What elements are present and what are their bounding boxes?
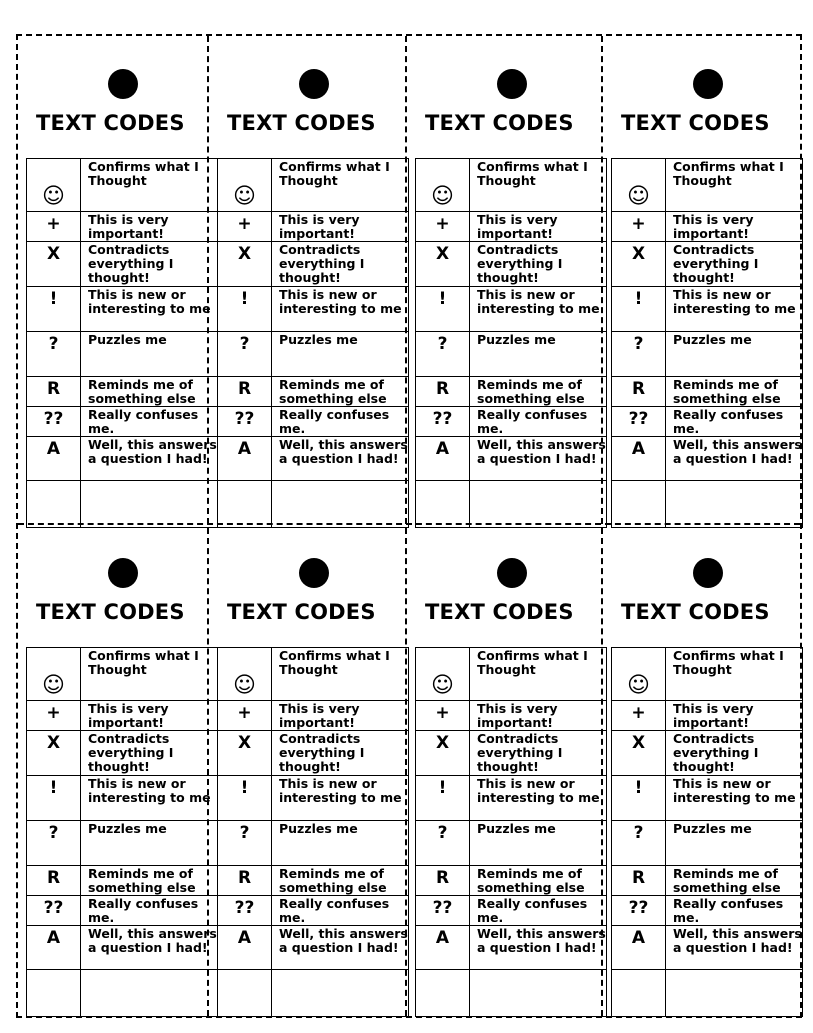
code-meaning: Really confuses me. bbox=[470, 407, 607, 437]
code-meaning: Puzzles me bbox=[81, 821, 218, 866]
blank-cell bbox=[666, 481, 803, 528]
code-symbol: ? bbox=[27, 821, 81, 866]
code-row bbox=[416, 212, 607, 242]
code-symbol: X bbox=[218, 242, 272, 287]
code-row bbox=[416, 242, 607, 287]
code-symbol: ! bbox=[27, 287, 81, 332]
code-symbol: ? bbox=[218, 821, 272, 866]
code-row bbox=[612, 926, 803, 970]
code-symbol: R bbox=[612, 377, 666, 407]
code-meaning: Contradicts everything I thought! bbox=[272, 242, 409, 287]
code-meaning: Contradicts everything I thought! bbox=[81, 731, 218, 776]
code-meaning: Puzzles me bbox=[666, 821, 803, 866]
code-meaning: This is new or interesting to me bbox=[272, 287, 409, 332]
code-row bbox=[27, 821, 218, 866]
blank-cell bbox=[416, 481, 470, 528]
code-symbol: + bbox=[612, 212, 666, 242]
code-symbol: R bbox=[416, 866, 470, 896]
code-symbol: ? bbox=[27, 332, 81, 377]
code-meaning: Confirms what I Thought bbox=[272, 648, 409, 701]
code-row bbox=[218, 159, 409, 212]
code-row bbox=[416, 701, 607, 731]
code-symbol: + bbox=[612, 701, 666, 731]
blank-cell bbox=[218, 481, 272, 528]
blank-cell bbox=[27, 481, 81, 528]
code-row bbox=[612, 287, 803, 332]
code-symbol: ! bbox=[416, 776, 470, 821]
smiley-icon: ☺ bbox=[218, 648, 272, 701]
code-symbol: + bbox=[416, 701, 470, 731]
code-meaning: Reminds me of something else bbox=[272, 377, 409, 407]
code-meaning: Contradicts everything I thought! bbox=[666, 731, 803, 776]
code-meaning: This is very important! bbox=[470, 701, 607, 731]
blank-row bbox=[612, 481, 803, 528]
code-symbol: ?? bbox=[416, 407, 470, 437]
code-meaning: Contradicts everything I thought! bbox=[470, 731, 607, 776]
code-meaning: Really confuses me. bbox=[666, 407, 803, 437]
code-row bbox=[27, 332, 218, 377]
codes-table bbox=[217, 647, 409, 1017]
code-row bbox=[27, 648, 218, 701]
blank-row bbox=[612, 970, 803, 1017]
card-title: TEXT CODES bbox=[36, 600, 185, 624]
code-row bbox=[218, 407, 409, 437]
code-row bbox=[218, 896, 409, 926]
code-row bbox=[27, 896, 218, 926]
code-symbol: ! bbox=[416, 287, 470, 332]
code-row bbox=[416, 776, 607, 821]
smiley-icon: ☺ bbox=[218, 159, 272, 212]
card-title: TEXT CODES bbox=[227, 600, 376, 624]
code-symbol: A bbox=[416, 926, 470, 970]
code-symbol: X bbox=[27, 242, 81, 287]
punch-hole-icon bbox=[108, 69, 138, 99]
code-meaning: Reminds me of something else bbox=[470, 377, 607, 407]
code-row bbox=[416, 896, 607, 926]
punch-hole-icon bbox=[299, 69, 329, 99]
code-symbol: ! bbox=[218, 287, 272, 332]
text-codes-bookmark bbox=[217, 525, 409, 1013]
code-row bbox=[218, 776, 409, 821]
code-symbol: A bbox=[612, 926, 666, 970]
code-meaning: Contradicts everything I thought! bbox=[666, 242, 803, 287]
blank-cell bbox=[81, 970, 218, 1017]
codes-table bbox=[26, 158, 218, 528]
punch-hole-icon bbox=[693, 69, 723, 99]
code-row bbox=[218, 821, 409, 866]
code-symbol: X bbox=[612, 242, 666, 287]
code-row bbox=[416, 821, 607, 866]
blank-cell bbox=[470, 481, 607, 528]
punch-hole-icon bbox=[693, 558, 723, 588]
code-symbol: ! bbox=[612, 776, 666, 821]
card-title: TEXT CODES bbox=[36, 111, 185, 135]
codes-table bbox=[415, 158, 607, 528]
smiley-icon: ☺ bbox=[612, 648, 666, 701]
code-row bbox=[27, 159, 218, 212]
code-meaning: Really confuses me. bbox=[81, 896, 218, 926]
code-row bbox=[416, 377, 607, 407]
blank-row bbox=[218, 481, 409, 528]
code-row bbox=[218, 926, 409, 970]
code-row bbox=[27, 437, 218, 481]
code-symbol: A bbox=[27, 926, 81, 970]
code-row bbox=[218, 242, 409, 287]
code-row bbox=[612, 701, 803, 731]
code-meaning: Confirms what I Thought bbox=[470, 648, 607, 701]
blank-cell bbox=[416, 970, 470, 1017]
code-meaning: Really confuses me. bbox=[666, 896, 803, 926]
code-symbol: ?? bbox=[612, 407, 666, 437]
code-meaning: Confirms what I Thought bbox=[272, 159, 409, 212]
code-meaning: Reminds me of something else bbox=[666, 377, 803, 407]
code-meaning: Contradicts everything I thought! bbox=[272, 731, 409, 776]
code-row bbox=[27, 701, 218, 731]
code-row bbox=[416, 926, 607, 970]
code-meaning: Reminds me of something else bbox=[272, 866, 409, 896]
smiley-icon: ☺ bbox=[416, 648, 470, 701]
code-row bbox=[612, 731, 803, 776]
smiley-icon: ☺ bbox=[612, 159, 666, 212]
code-symbol: R bbox=[218, 377, 272, 407]
blank-cell bbox=[27, 970, 81, 1017]
code-meaning: This is very important! bbox=[81, 701, 218, 731]
code-symbol: ?? bbox=[218, 407, 272, 437]
smiley-icon: ☺ bbox=[416, 159, 470, 212]
bookmark-sheet bbox=[16, 34, 802, 1018]
code-meaning: Well, this answers a question I had! bbox=[81, 437, 218, 481]
code-meaning: This is very important! bbox=[666, 212, 803, 242]
code-row bbox=[416, 866, 607, 896]
code-row bbox=[416, 648, 607, 701]
code-row bbox=[416, 407, 607, 437]
code-symbol: + bbox=[218, 212, 272, 242]
code-meaning: This is new or interesting to me bbox=[470, 776, 607, 821]
code-row bbox=[612, 377, 803, 407]
code-meaning: Reminds me of something else bbox=[81, 866, 218, 896]
code-row bbox=[416, 437, 607, 481]
punch-hole-icon bbox=[108, 558, 138, 588]
blank-row bbox=[416, 970, 607, 1017]
code-meaning: Really confuses me. bbox=[81, 407, 218, 437]
code-symbol: + bbox=[27, 212, 81, 242]
code-meaning: Well, this answers a question I had! bbox=[470, 926, 607, 970]
code-symbol: ? bbox=[612, 332, 666, 377]
code-symbol: A bbox=[218, 437, 272, 481]
code-meaning: This is new or interesting to me bbox=[666, 776, 803, 821]
code-meaning: Puzzles me bbox=[470, 821, 607, 866]
blank-cell bbox=[272, 481, 409, 528]
codes-table bbox=[26, 647, 218, 1017]
text-codes-bookmark bbox=[415, 525, 607, 1013]
code-symbol: R bbox=[218, 866, 272, 896]
code-symbol: A bbox=[416, 437, 470, 481]
card-title: TEXT CODES bbox=[425, 111, 574, 135]
code-meaning: Puzzles me bbox=[470, 332, 607, 377]
code-meaning: This is new or interesting to me bbox=[272, 776, 409, 821]
code-row bbox=[612, 648, 803, 701]
code-row bbox=[27, 212, 218, 242]
code-row bbox=[218, 731, 409, 776]
code-meaning: Contradicts everything I thought! bbox=[470, 242, 607, 287]
smiley-icon: ☺ bbox=[27, 159, 81, 212]
code-symbol: ? bbox=[218, 332, 272, 377]
code-row bbox=[27, 731, 218, 776]
code-meaning: This is very important! bbox=[666, 701, 803, 731]
code-row bbox=[27, 866, 218, 896]
text-codes-bookmark bbox=[611, 36, 803, 524]
code-symbol: R bbox=[416, 377, 470, 407]
code-row bbox=[27, 242, 218, 287]
text-codes-bookmark bbox=[26, 36, 218, 524]
codes-table bbox=[611, 647, 803, 1017]
code-meaning: Well, this answers a question I had! bbox=[272, 926, 409, 970]
code-row bbox=[612, 212, 803, 242]
codes-table bbox=[217, 158, 409, 528]
code-symbol: ?? bbox=[416, 896, 470, 926]
text-codes-bookmark bbox=[415, 36, 607, 524]
codes-table bbox=[611, 158, 803, 528]
code-meaning: Well, this answers a question I had! bbox=[81, 926, 218, 970]
punch-hole-icon bbox=[299, 558, 329, 588]
code-meaning: Well, this answers a question I had! bbox=[470, 437, 607, 481]
code-row bbox=[27, 287, 218, 332]
blank-row bbox=[27, 970, 218, 1017]
code-symbol: X bbox=[218, 731, 272, 776]
code-symbol: R bbox=[27, 866, 81, 896]
code-row bbox=[218, 332, 409, 377]
code-meaning: This is very important! bbox=[81, 212, 218, 242]
code-meaning: This is very important! bbox=[272, 212, 409, 242]
code-meaning: This is new or interesting to me bbox=[470, 287, 607, 332]
code-row bbox=[27, 776, 218, 821]
code-symbol: ?? bbox=[27, 407, 81, 437]
code-symbol: + bbox=[218, 701, 272, 731]
code-symbol: X bbox=[416, 731, 470, 776]
blank-row bbox=[27, 481, 218, 528]
code-meaning: Reminds me of something else bbox=[81, 377, 218, 407]
blank-row bbox=[416, 481, 607, 528]
code-row bbox=[612, 896, 803, 926]
code-row bbox=[218, 437, 409, 481]
code-meaning: Really confuses me. bbox=[272, 896, 409, 926]
code-row bbox=[416, 731, 607, 776]
code-meaning: Puzzles me bbox=[666, 332, 803, 377]
blank-cell bbox=[612, 970, 666, 1017]
code-meaning: This is new or interesting to me bbox=[81, 776, 218, 821]
code-symbol: ! bbox=[27, 776, 81, 821]
punch-hole-icon bbox=[497, 69, 527, 99]
code-row bbox=[27, 926, 218, 970]
code-row bbox=[612, 437, 803, 481]
code-meaning: Really confuses me. bbox=[272, 407, 409, 437]
code-meaning: This is very important! bbox=[470, 212, 607, 242]
card-title: TEXT CODES bbox=[621, 111, 770, 135]
code-symbol: R bbox=[27, 377, 81, 407]
code-symbol: X bbox=[612, 731, 666, 776]
code-meaning: This is new or interesting to me bbox=[666, 287, 803, 332]
code-meaning: Reminds me of something else bbox=[470, 866, 607, 896]
code-symbol: + bbox=[416, 212, 470, 242]
blank-cell bbox=[666, 970, 803, 1017]
code-row bbox=[612, 776, 803, 821]
smiley-icon: ☺ bbox=[27, 648, 81, 701]
code-meaning: Confirms what I Thought bbox=[666, 159, 803, 212]
code-row bbox=[218, 212, 409, 242]
code-symbol: ! bbox=[218, 776, 272, 821]
card-title: TEXT CODES bbox=[425, 600, 574, 624]
code-meaning: Puzzles me bbox=[272, 821, 409, 866]
code-symbol: ? bbox=[612, 821, 666, 866]
code-meaning: This is new or interesting to me bbox=[81, 287, 218, 332]
blank-cell bbox=[218, 970, 272, 1017]
code-row bbox=[416, 159, 607, 212]
text-codes-bookmark bbox=[611, 525, 803, 1013]
code-symbol: ?? bbox=[218, 896, 272, 926]
code-symbol: ? bbox=[416, 821, 470, 866]
code-meaning: Well, this answers a question I had! bbox=[666, 437, 803, 481]
code-meaning: Really confuses me. bbox=[470, 896, 607, 926]
code-symbol: ?? bbox=[27, 896, 81, 926]
code-symbol: ? bbox=[416, 332, 470, 377]
code-row bbox=[218, 287, 409, 332]
code-symbol: R bbox=[612, 866, 666, 896]
code-symbol: X bbox=[416, 242, 470, 287]
code-row bbox=[218, 701, 409, 731]
code-meaning: Well, this answers a question I had! bbox=[666, 926, 803, 970]
blank-cell bbox=[272, 970, 409, 1017]
blank-cell bbox=[81, 481, 218, 528]
code-meaning: Contradicts everything I thought! bbox=[81, 242, 218, 287]
text-codes-bookmark bbox=[26, 525, 218, 1013]
code-row bbox=[612, 242, 803, 287]
code-row bbox=[612, 821, 803, 866]
punch-hole-icon bbox=[497, 558, 527, 588]
code-meaning: Confirms what I Thought bbox=[81, 648, 218, 701]
code-row bbox=[612, 159, 803, 212]
code-row bbox=[416, 287, 607, 332]
code-meaning: This is very important! bbox=[272, 701, 409, 731]
code-row bbox=[218, 866, 409, 896]
code-row bbox=[612, 407, 803, 437]
card-title: TEXT CODES bbox=[227, 111, 376, 135]
code-symbol: A bbox=[27, 437, 81, 481]
code-symbol: ?? bbox=[612, 896, 666, 926]
blank-cell bbox=[470, 970, 607, 1017]
code-row bbox=[218, 648, 409, 701]
code-symbol: A bbox=[218, 926, 272, 970]
card-title: TEXT CODES bbox=[621, 600, 770, 624]
codes-table bbox=[415, 647, 607, 1017]
code-symbol: + bbox=[27, 701, 81, 731]
code-row bbox=[612, 866, 803, 896]
code-row bbox=[218, 377, 409, 407]
code-meaning: Puzzles me bbox=[272, 332, 409, 377]
code-row bbox=[27, 377, 218, 407]
code-meaning: Confirms what I Thought bbox=[666, 648, 803, 701]
code-symbol: X bbox=[27, 731, 81, 776]
code-meaning: Confirms what I Thought bbox=[470, 159, 607, 212]
code-meaning: Reminds me of something else bbox=[666, 866, 803, 896]
code-row bbox=[416, 332, 607, 377]
code-symbol: ! bbox=[612, 287, 666, 332]
blank-row bbox=[218, 970, 409, 1017]
code-meaning: Puzzles me bbox=[81, 332, 218, 377]
code-row bbox=[612, 332, 803, 377]
code-meaning: Confirms what I Thought bbox=[81, 159, 218, 212]
blank-cell bbox=[612, 481, 666, 528]
code-row bbox=[27, 407, 218, 437]
code-symbol: A bbox=[612, 437, 666, 481]
code-meaning: Well, this answers a question I had! bbox=[272, 437, 409, 481]
text-codes-bookmark bbox=[217, 36, 409, 524]
